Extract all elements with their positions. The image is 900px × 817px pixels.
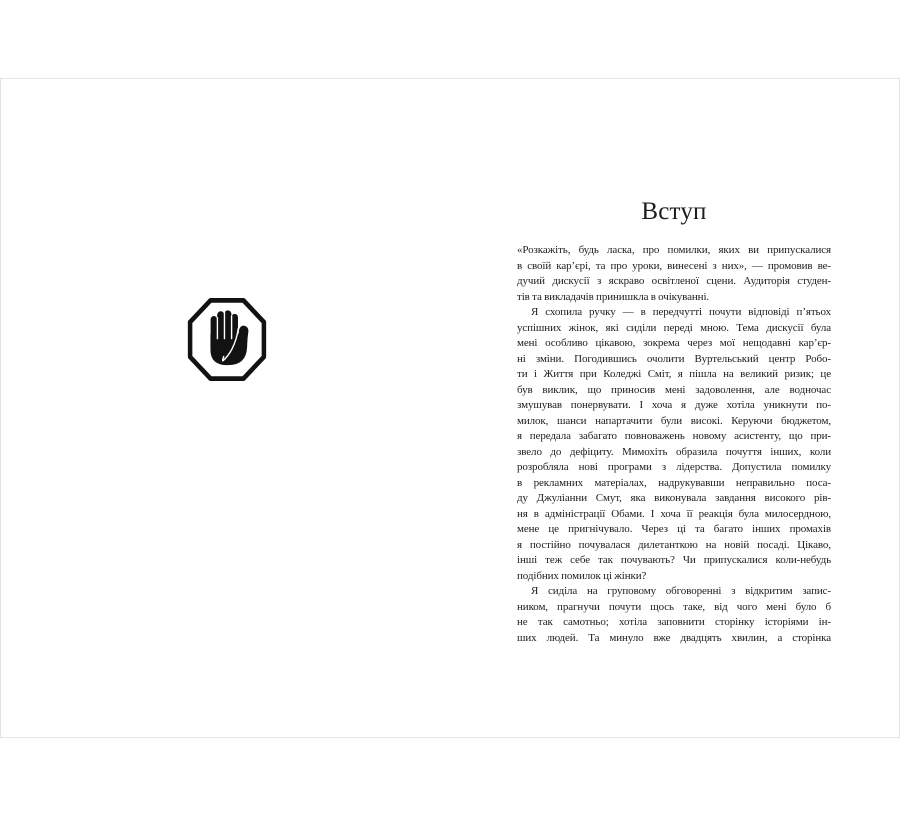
text-column [517,197,831,646]
text-line: розробляла нові програми з лідерства. Допустила помилку [517,461,831,473]
text-line: мені особливо цікавою, зокрема через мої нещодавні кар’єр- [517,337,831,349]
text-line: ня в адміністрації Обами. І хоча її реакція була милосердною, [517,507,831,520]
text-line: в своїй кар’єрі, та про уроки, винесені з них», — промовив ве- [517,259,831,272]
chapter-title: Вступ [641,198,707,225]
body-text [517,243,831,646]
text-line: я передала забагато повноважень новому асистенту, що при- [517,430,831,442]
text-line: інші теж себе так почувають? Чи припускалися коли-небудь [517,554,831,566]
text-line: змушував понервувати. І хоча я дуже хотіла уникнути по- [517,399,831,411]
text-line: успішних жінок, які сиділи переді мною. Тема дискусії була [517,321,831,334]
right-page [450,79,899,737]
left-page [1,79,450,737]
text-line: звело до дефіциту. Мимохіть образила почуття інших, коли [517,445,831,458]
text-line: ших людей. Та минуло вже двадцять хвилин, а сторінка [517,631,831,644]
text-line: ти і Життя при Коледжі Сміт, я пішла на великий ризик; це [517,368,831,380]
text-line: милок, шанси напартачити були високі. Керуючи бюджетом, [517,414,831,427]
text-line: мене це пригнічувало. Через ці та багато інших промахів [517,523,831,535]
text-line: в рекламних матеріалах, надрукувавши неправильно поса- [517,476,831,489]
text-line: Я сиділа на груповому обговоренні з відкритим запис- [531,585,831,597]
book-spread [0,78,900,738]
text-line: я постійно почувалася дилетанткою на новій посаді. Цікаво, [517,538,831,551]
text-line: дучий дискусії з яскраво освітленої сцени. Аудиторія студен- [517,275,831,287]
text-line: ні зміни. Погодившись очолити Вуртельський центр Робо- [517,352,831,365]
stop-hand-icon [186,296,268,383]
text-line: Я схопила ручку — в передчутті почути відповіді п’ятьох [531,306,831,318]
text-line: не так самотньо; хотіла заповнити сторінку історіями ін- [517,616,831,628]
text-line: ду Джуліанни Смут, яка виконувала завдання високого рів- [517,492,831,504]
text-line: «Розкажіть, будь ласка, про помилки, яких ви припускалися [517,244,831,256]
text-line: тів та викладачів принишкла в очікуванні. [517,290,710,303]
text-line: подібних помилок ці жінки? [517,569,647,582]
text-line: був виклик, що приносив мені задоволення, але водночас [517,383,831,396]
text-line: ником, прагнучи почути щось таке, від чого мені було б [517,600,831,613]
hand-glyph [210,310,249,365]
